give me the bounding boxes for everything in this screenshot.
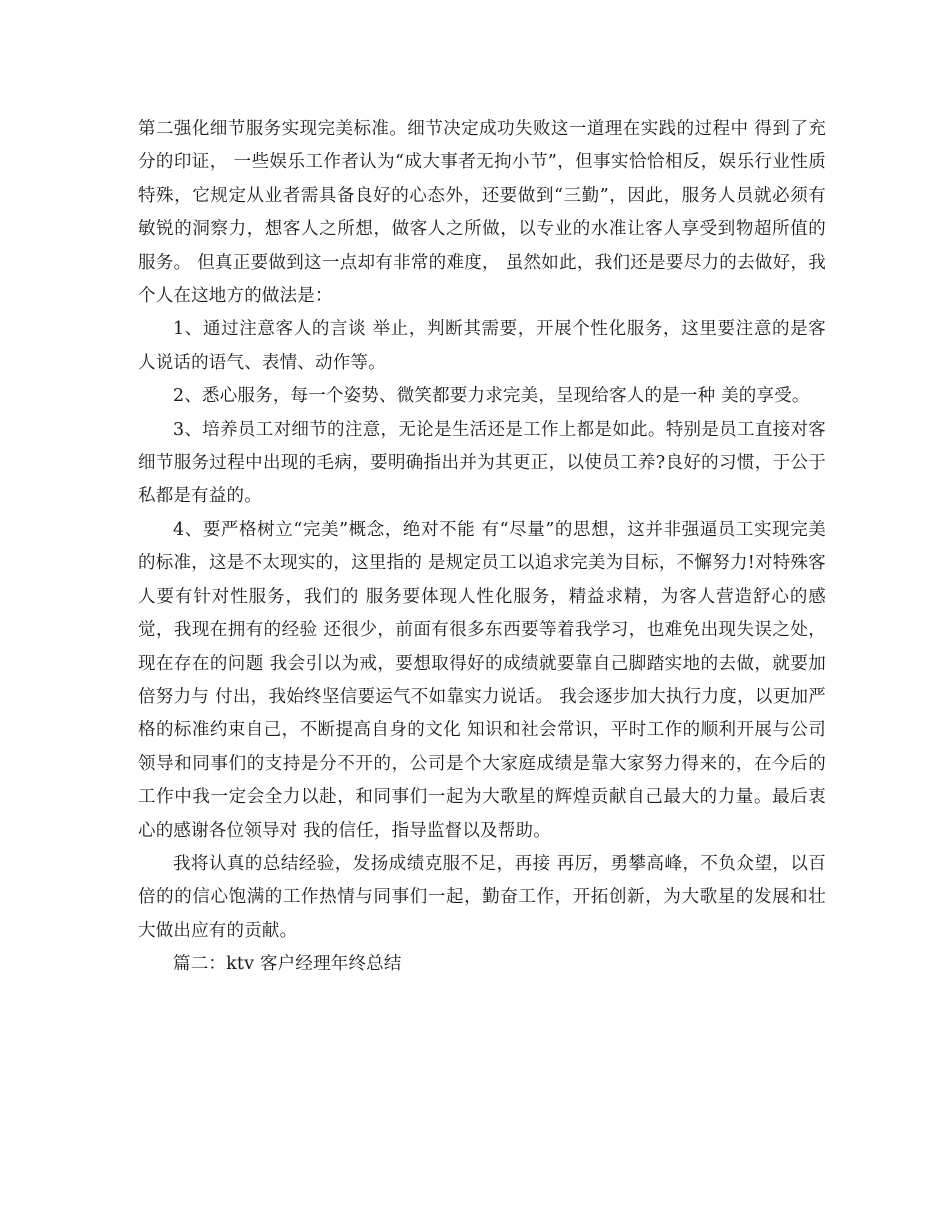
paragraph-item-4: 4、要严格树立“完美”概念，绝对不能 有“尽量”的思想，这并非强逼员工实现完美的标准，这是不太现实的，这里指的 是规定员工以追求完美为目标，不懈努力!对特殊客人要有针对性服务，我们的 服务要体现人性化服务，精益求精，为客人营造舒心的感觉，我现在拥有的经验 还很少，前面有很多东西要等着我学习，也难免出现失误之处，现在存在的问题 我会引以为戒，要想取得好的成绩就要靠自己脚踏实地的去做，就要加倍努力与 付出，我始终坚信要运气不如靠实力说话。 我会逐步加大执行力度，以更加严格的标准约束自己，不断提高自身的文化 知识和社会常识，平时工作的顺利开展与公司领导和同事们的支持是分不开的，公司是个大家庭成绩是靠大家努力得来的，在今后的工作中我一定会全力以赴，和同事们一起为大歌星的辉煌贡献自己最大的力量。最后衷心的感谢各位领导对 我的信任，指导监督以及帮助。 [138, 519, 826, 841]
paragraph-item-3: 3、培养员工对细节的注意，无论是生活还是工作上都是如此。特别是员工直接对客细节服务过程中出现的毛病，要明确指出并为其更正，以使员工养?良好的习惯，于公于私都是有益的。 [138, 419, 826, 507]
paragraph-conclusion: 我将认真的总结经验，发扬成绩克服不足，再接 再厉，勇攀高峰，不负众望，以百倍的的信心饱满的工作热情与同事们一起，勤奋工作，开拓创新，为大歌星的发展和壮大做出应有的贡献。 [138, 853, 826, 941]
paragraph-detail-service: 第二强化细节服务实现完美标准。细节决定成功失败这一道理在实践的过程中 得到了充分的印证， 一些娱乐工作者认为“成大事者无拘小节”，但事实恰恰相反，娱乐行业性质特殊，它规定从业者需具备良好的心态外，还要做到“三勤”，因此，服务人员就必须有敏锐的洞察力，想客人之所想，做客人之所做，以专业的水准让客人享受到物超所值的服务。 但真正要做到这一点却有非常的难度， 虽然如此，我们还是要尽力的去做好，我个人在这地方的做法是： [138, 119, 826, 307]
section-heading-part-two: 篇二：ktv 客户经理年终总结 [173, 954, 402, 975]
document-page [138, 113, 826, 982]
paragraph-item-2: 2、悉心服务，每一个姿势、微笑都要力求完美，呈现给客人的是一种 美的享受。 [173, 386, 810, 407]
paragraph-item-1: 1、通过注意客人的言谈 举止，判断其需要，开展个性化服务，这里要注意的是客人说话的语气、表情、动作等。 [138, 319, 826, 373]
